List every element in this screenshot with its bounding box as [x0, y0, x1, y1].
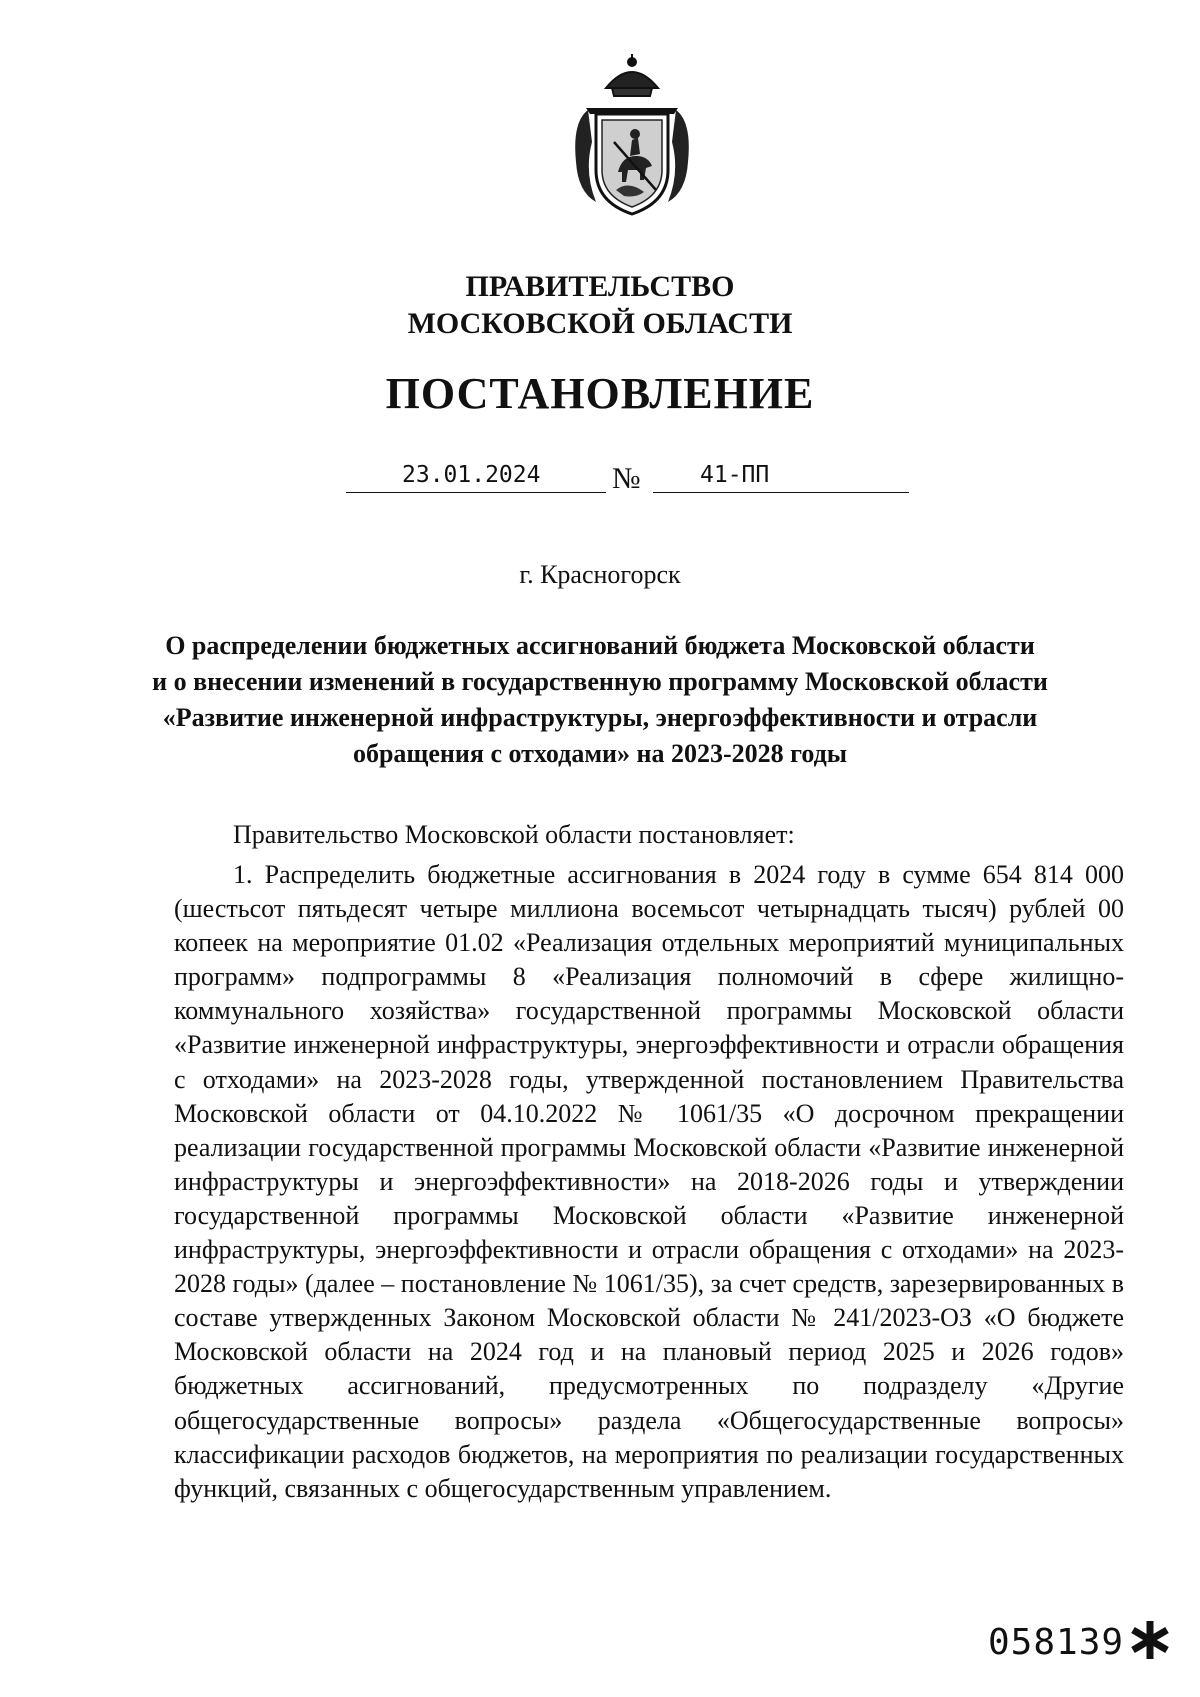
document-type-title: ПОСТАНОВЛЕНИЕ: [385, 369, 815, 418]
paragraph-1: 1. Распределить бюджетные ассигнования в 2024 году в сумме 654 814 000 (шестьсот пятьдесят четыре миллиона восемьсот четырнадцать тысяч) рублей 00 копеек на мероприятие 01.02 «Реализация отдельных мероприятий муниципальных программ» подпрограммы 8 «Реализация полномочий в сфере жилищно-коммунального хозяйства» государственной программы Московской области «Развитие инженерной инфраструктуры, энергоэффективности и отрасли обращения с отходами» на 2023-2028 годы, утвержденной постановлением Правительства Московской области от 04.10.2022 № 1061/35 «О досрочном прекращении реализации государственной программы Московской области «Развитие инженерной инфраструктуры и энергоэффективности» на 2018-2026 годы и утверждении государственной программы Московской области «Развитие инженерной инфраструктуры, энергоэффективности и отрасли обращения с отходами» на 2023-2028 годы» (далее – постановление № 1061/35), за счет средств, зарезервированных в составе утвержденных Законом Московской области № 241/2023-ОЗ «О бюджете Московской области на 2024 год и на плановый период 2025 и 2026 годов» бюджетных ассигнований, предусмотренных по подразделу «Другие общегосударственные вопросы» раздела «Общегосударственные вопросы» классификации расходов бюджетов, на мероприятия по реализации государственных функций, связанных с общегосударственным управлением.: [174, 860, 1124, 1503]
subject-line: «Развитие инженерной инфраструктуры, энергоэффективности и отрасли: [162, 703, 1038, 732]
subject-line: обращения с отходами» на 2023-2028 годы: [352, 739, 848, 768]
issue-city: г. Красногорск: [519, 560, 681, 589]
subject-line: О распределении бюджетных ассигнований бюджета Московской области: [165, 631, 1035, 660]
asterisk-icon: [1128, 1618, 1172, 1662]
government-title-line2: МОСКОВСКОЙ ОБЛАСТИ: [407, 307, 793, 340]
subject-line: и о внесении изменений в государственную программу Московской области: [152, 667, 1048, 696]
serial-number: 058139: [988, 1622, 1125, 1663]
document-number: 41-ПП: [700, 462, 770, 488]
number-sign: №: [612, 462, 641, 495]
government-title-line1: ПРАВИТЕЛЬСТВО: [465, 270, 735, 303]
number-underline: [653, 492, 909, 493]
preamble: Правительство Московской области постановляет:: [233, 820, 795, 849]
document-date: 23.01.2024: [402, 462, 541, 488]
date-underline: [346, 492, 606, 493]
document-subject: [150, 628, 1050, 772]
coat-of-arms-icon: [566, 52, 698, 220]
